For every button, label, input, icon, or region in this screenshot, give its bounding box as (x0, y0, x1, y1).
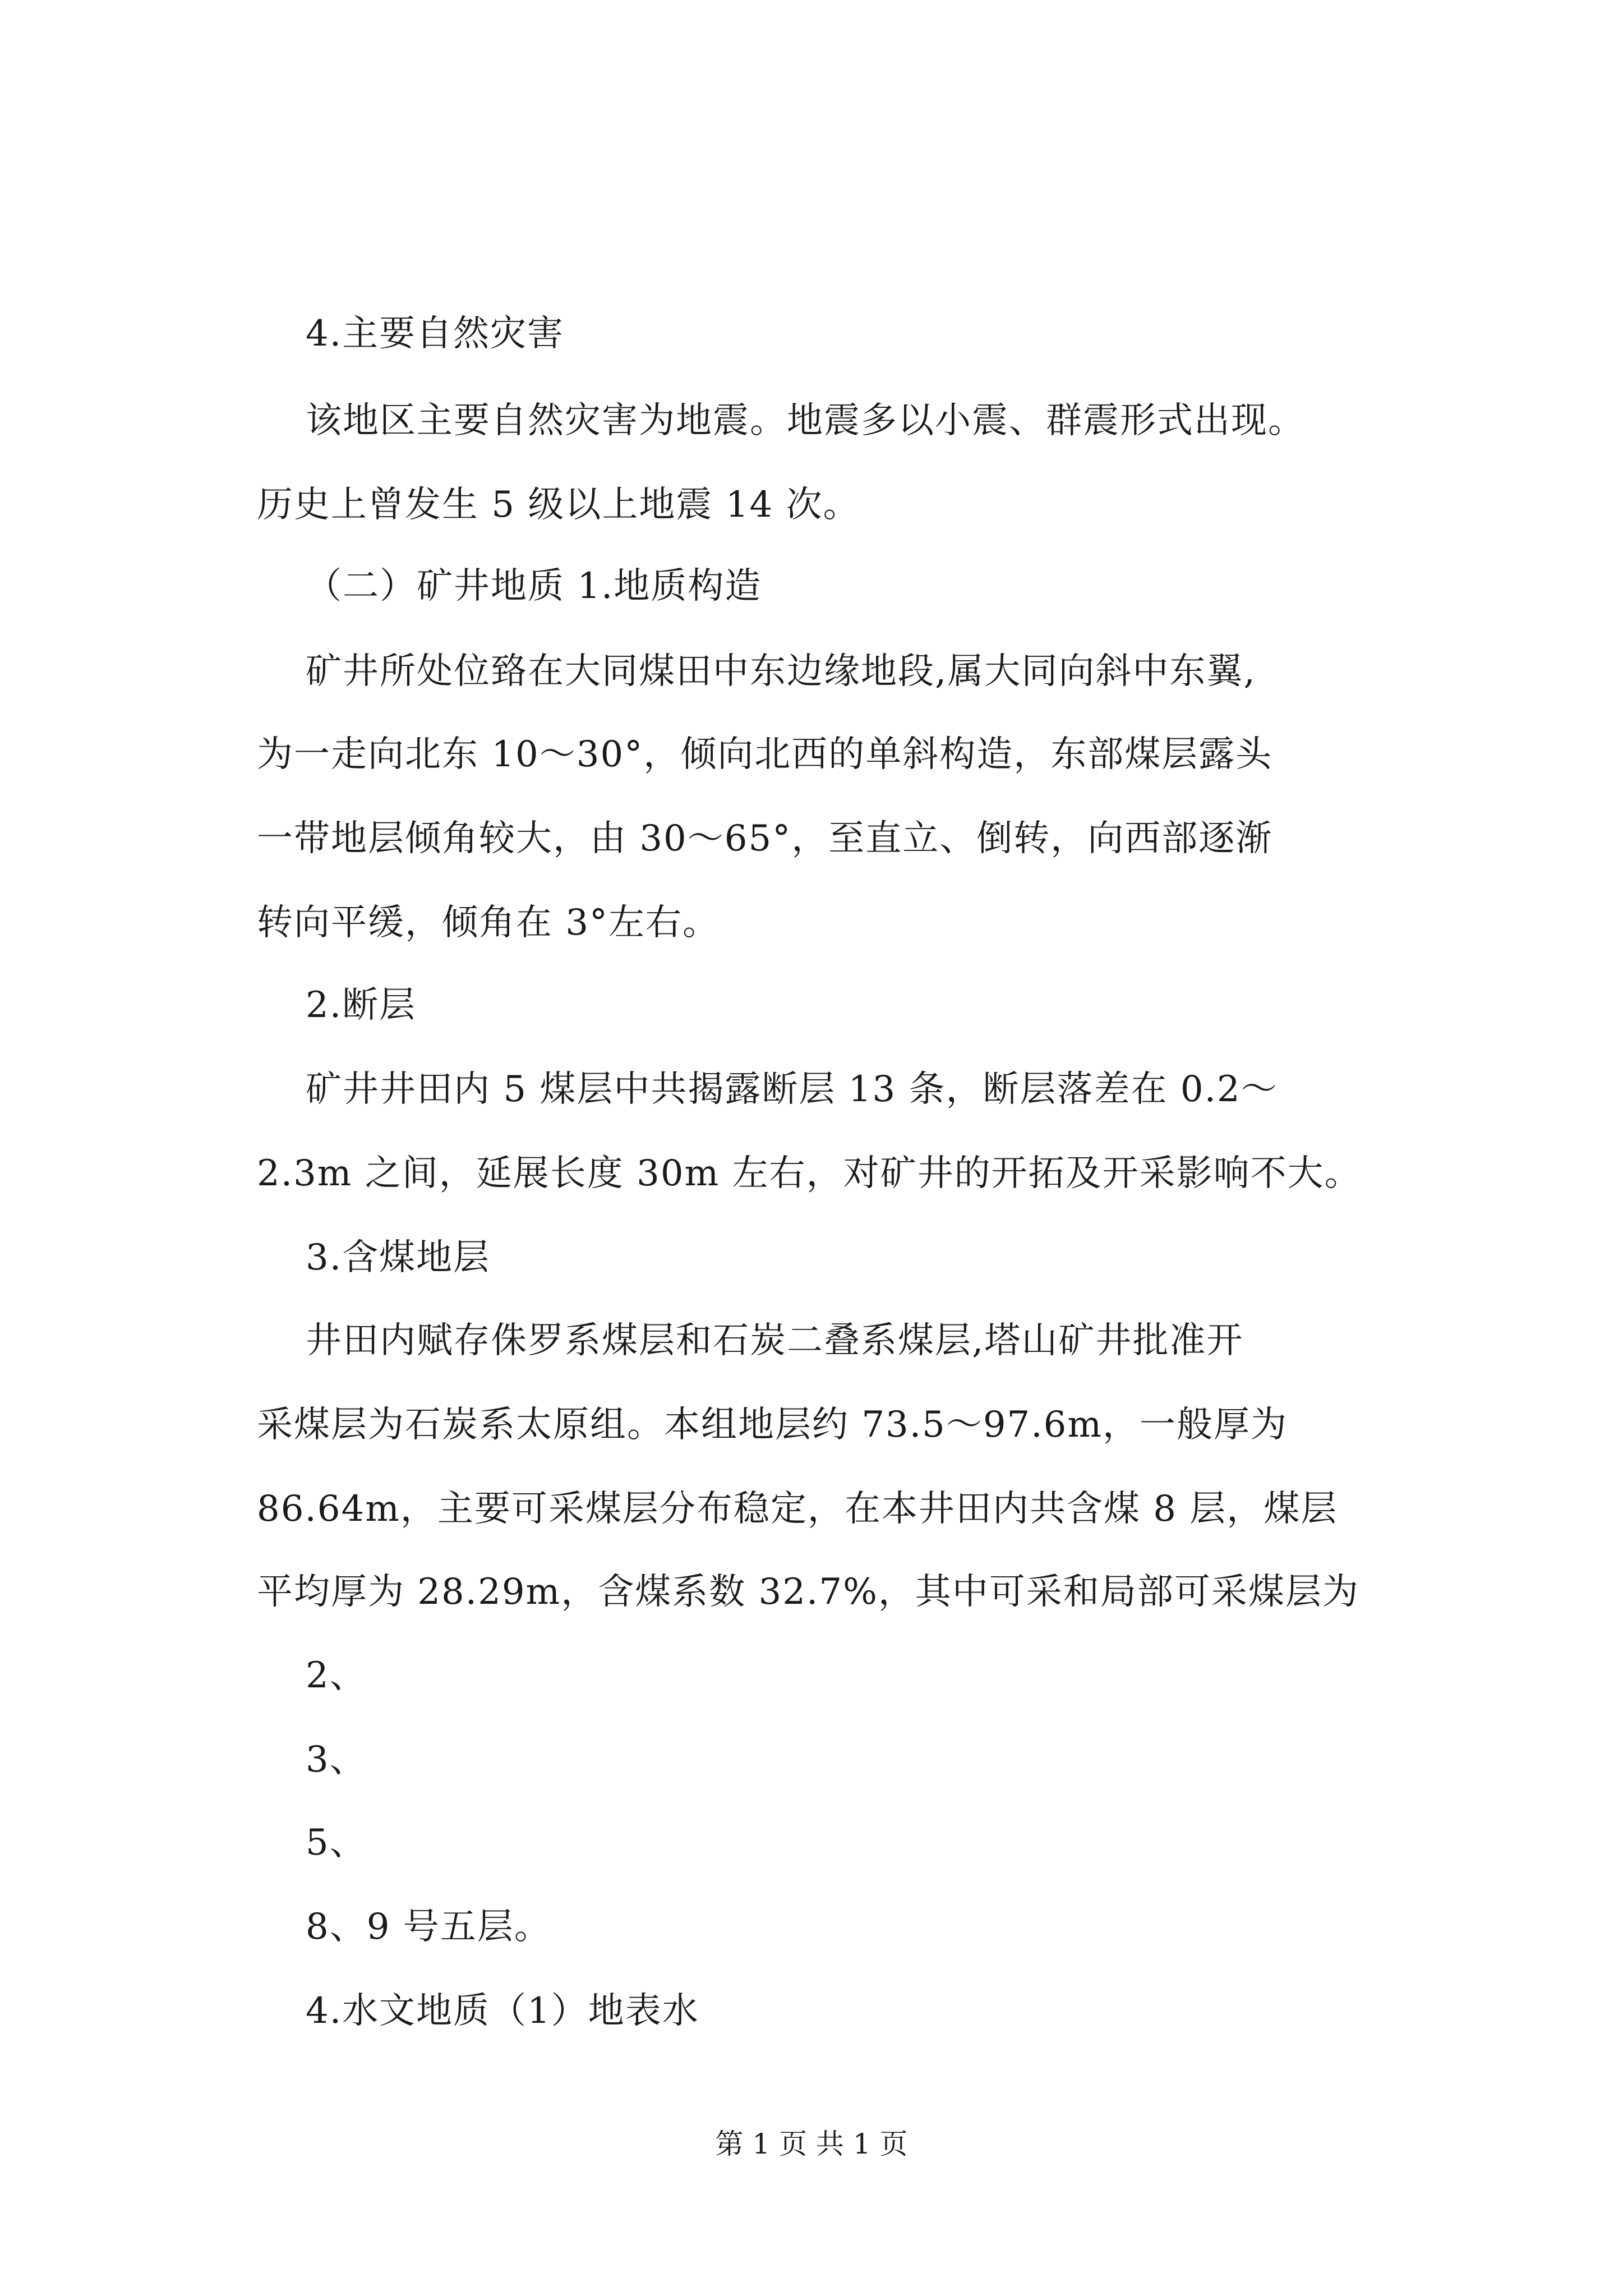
paragraph-line: 86.64m，主要可采煤层分布稳定，在本井田内共含煤 8 层，煤层 (257, 1488, 1338, 1530)
paragraph-line: 历史上曾发生 5 级以上地震 14 次。 (257, 484, 860, 526)
section-heading: 3.含煤地层 (306, 1237, 491, 1278)
paragraph-line: 井田内赋存侏罗系煤层和石炭二叠系煤层,塔山矿井批准开 (306, 1320, 1244, 1361)
list-item: 5、 (306, 1822, 367, 1864)
paragraph-line: 为一走向北东 10～30°，倾向北西的单斜构造，东部煤层露头 (257, 734, 1273, 775)
paragraph-line: 2.3m 之间，延展长度 30m 左右，对矿井的开拓及开采影响不大。 (257, 1153, 1362, 1194)
paragraph-line: 矿井井田内 5 煤层中共揭露断层 13 条，断层落差在 0.2～ (306, 1069, 1278, 1110)
paragraph-line: 矿井所处位臵在大同煤田中东边缘地段,属大同向斜中东翼, (306, 651, 1256, 692)
paragraph-line: 采煤层为石炭系太原组。本组地层约 73.5～97.6m，一般厚为 (257, 1404, 1288, 1446)
paragraph-line: 转向平缓，倾角在 3°左右。 (257, 902, 720, 944)
section-heading: 2.断层 (306, 984, 417, 1026)
section-heading: 4.水文地质（1）地表水 (306, 1990, 699, 2032)
list-item: 3、 (306, 1739, 367, 1780)
section-heading: 4.主要自然灾害 (306, 313, 565, 355)
list-item: 8、9 号五层。 (306, 1906, 551, 1948)
paragraph-line: 平均厚为 28.29m，含煤系数 32.7%，其中可采和局部可采煤层为 (257, 1571, 1359, 1613)
paragraph-line: 该地区主要自然灾害为地震。地震多以小震、群震形式出现。 (306, 400, 1305, 441)
page-footer: 第 1 页 共 1 页 (715, 2128, 908, 2160)
section-heading: （二）矿井地质 1.地质构造 (306, 565, 762, 607)
list-item: 2、 (306, 1655, 367, 1696)
paragraph-line: 一带地层倾角较大，由 30～65°，至直立、倒转，向西部逐渐 (257, 818, 1273, 859)
